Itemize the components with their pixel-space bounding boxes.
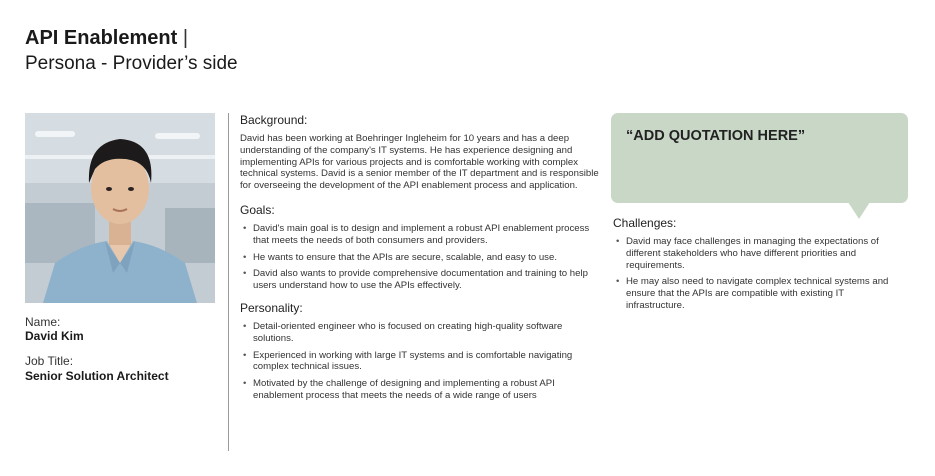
page-title-block: [25, 26, 238, 76]
list-item: • He may also need to navigate complex technical systems and ensure that the APIs are compatible with existing IT infrastructure.: [613, 276, 905, 311]
name-label: Name:: [25, 315, 61, 329]
list-item: • David also wants to provide comprehensive documentation and training to help users understand how to use the APIs effectively.: [240, 268, 600, 292]
quote-bubble: [611, 113, 908, 203]
list-item: • David's main goal is to design and implement a robust API enablement process that meets the needs of both consumers and providers.: [240, 223, 600, 247]
challenges-heading: Challenges:: [613, 216, 677, 230]
title-separator: |: [182, 27, 189, 49]
goals-heading: Goals:: [240, 202, 275, 217]
column-divider: [228, 113, 229, 451]
list-item: • He wants to ensure that the APIs are secure, scalable, and easy to use.: [240, 252, 600, 264]
page-title: [25, 26, 238, 51]
page-subtitle: Persona - Provider’s side: [25, 53, 238, 74]
background-text: David has been working at Boehringer Ingleheim for 10 years and has a deep understanding of the company's IT systems. He has experience designing and implementing APIs for various projects and is comfortable working with complex technical systems. David is a senior member of the IT department and is responsible for overseeing the development of the API enablement process and application.: [240, 133, 599, 192]
quote-text: “ADD QUOTATION HERE”: [626, 128, 806, 144]
right-column: [613, 216, 905, 317]
list-item: • Motivated by the challenge of designing and implementing a robust API enablement process that meets the needs of a wide range of users: [240, 378, 600, 402]
title-strong: API Enablement: [25, 27, 178, 49]
persona-name: David Kim: [25, 329, 84, 343]
middle-column: [240, 113, 600, 407]
list-item: • Experienced in working with large IT systems and is comfortable navigating complex technical issues.: [240, 350, 600, 374]
job-title-label: Job Title:: [25, 354, 74, 368]
personality-list: [240, 321, 600, 402]
persona-job-title: Senior Solution Architect: [25, 369, 169, 383]
background-heading: Background:: [240, 113, 308, 127]
list-item: • Detail-oriented engineer who is focused on creating high-quality software solutions.: [240, 321, 600, 345]
challenges-list: [613, 236, 905, 312]
persona-photo: [25, 113, 215, 303]
goals-list: [240, 223, 600, 292]
personality-heading: Personality:: [240, 300, 303, 315]
list-item: • David may face challenges in managing the expectations of different stakeholders who have different priorities and requirements.: [613, 236, 905, 271]
